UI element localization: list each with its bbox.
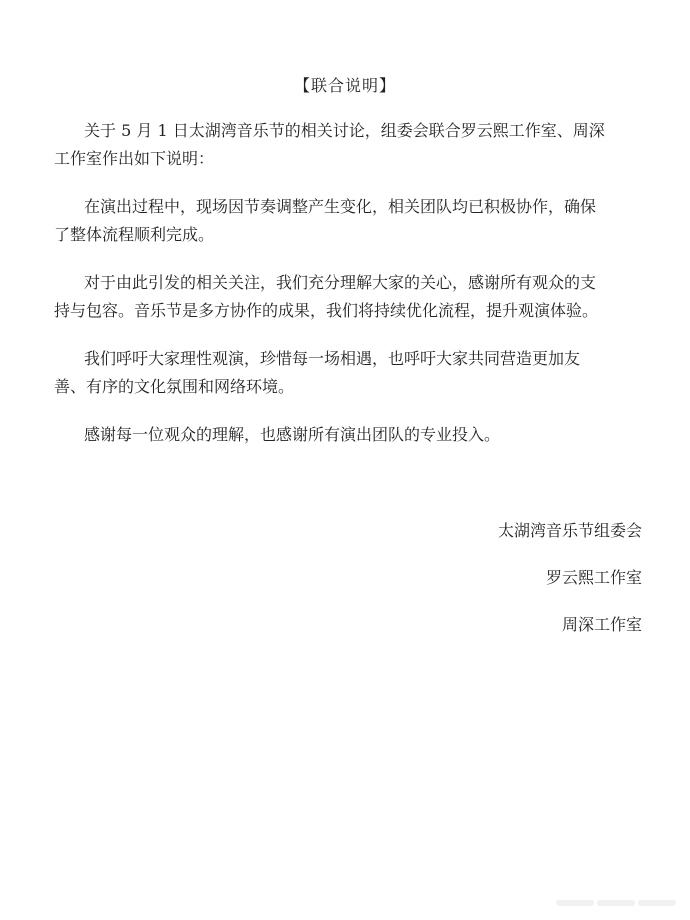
signature-zhou-shen-studio: 周深工作室 — [561, 615, 642, 634]
watermark-segment — [597, 900, 635, 906]
paragraph-1 — [54, 117, 644, 173]
paragraph-2-line-2: 了整体流程顺利完成。 — [54, 225, 215, 244]
signature-organizer: 太湖湾音乐节组委会 — [497, 521, 642, 540]
document-title: 【联合说明】 — [293, 76, 396, 95]
paragraph-3-line-2: 持与包容。音乐节是多方协作的成果，我们将持续优化流程，提升观演体验。 — [54, 301, 599, 320]
paragraph-4 — [54, 345, 644, 401]
document-body — [54, 117, 644, 469]
paragraph-3 — [54, 269, 644, 325]
paragraph-1-line-2: 工作室作出如下说明： — [54, 149, 215, 168]
paragraph-2-line-1: 在演出过程中，现场因节奏调整产生变化，相关团队均已积极协作，确保 — [84, 197, 597, 216]
watermark-segment — [638, 900, 676, 906]
paragraph-2 — [54, 193, 644, 249]
paragraph-4-line-2: 善、有序的文化氛围和网络环境。 — [54, 377, 295, 396]
watermark-segment — [556, 900, 594, 906]
signature-block — [498, 519, 642, 660]
paragraph-1-line-1: 关于 5 月 1 日太湖湾音乐节的相关讨论，组委会联合罗云熙工作室、周深 — [84, 121, 605, 140]
paragraph-3-line-1: 对于由此引发的相关关注，我们充分理解大家的关心，感谢所有观众的支 — [84, 273, 597, 292]
signature-luo-yunxi-studio: 罗云熙工作室 — [545, 568, 642, 587]
paragraph-5 — [84, 421, 644, 449]
paragraph-5-line-1: 感谢每一位观众的理解，也感谢所有演出团队的专业投入。 — [84, 425, 501, 444]
paragraph-4-line-1: 我们呼吁大家理性观演，珍惜每一场相遇，也呼吁大家共同营造更加友 — [84, 349, 581, 368]
watermark-mark — [556, 896, 676, 910]
